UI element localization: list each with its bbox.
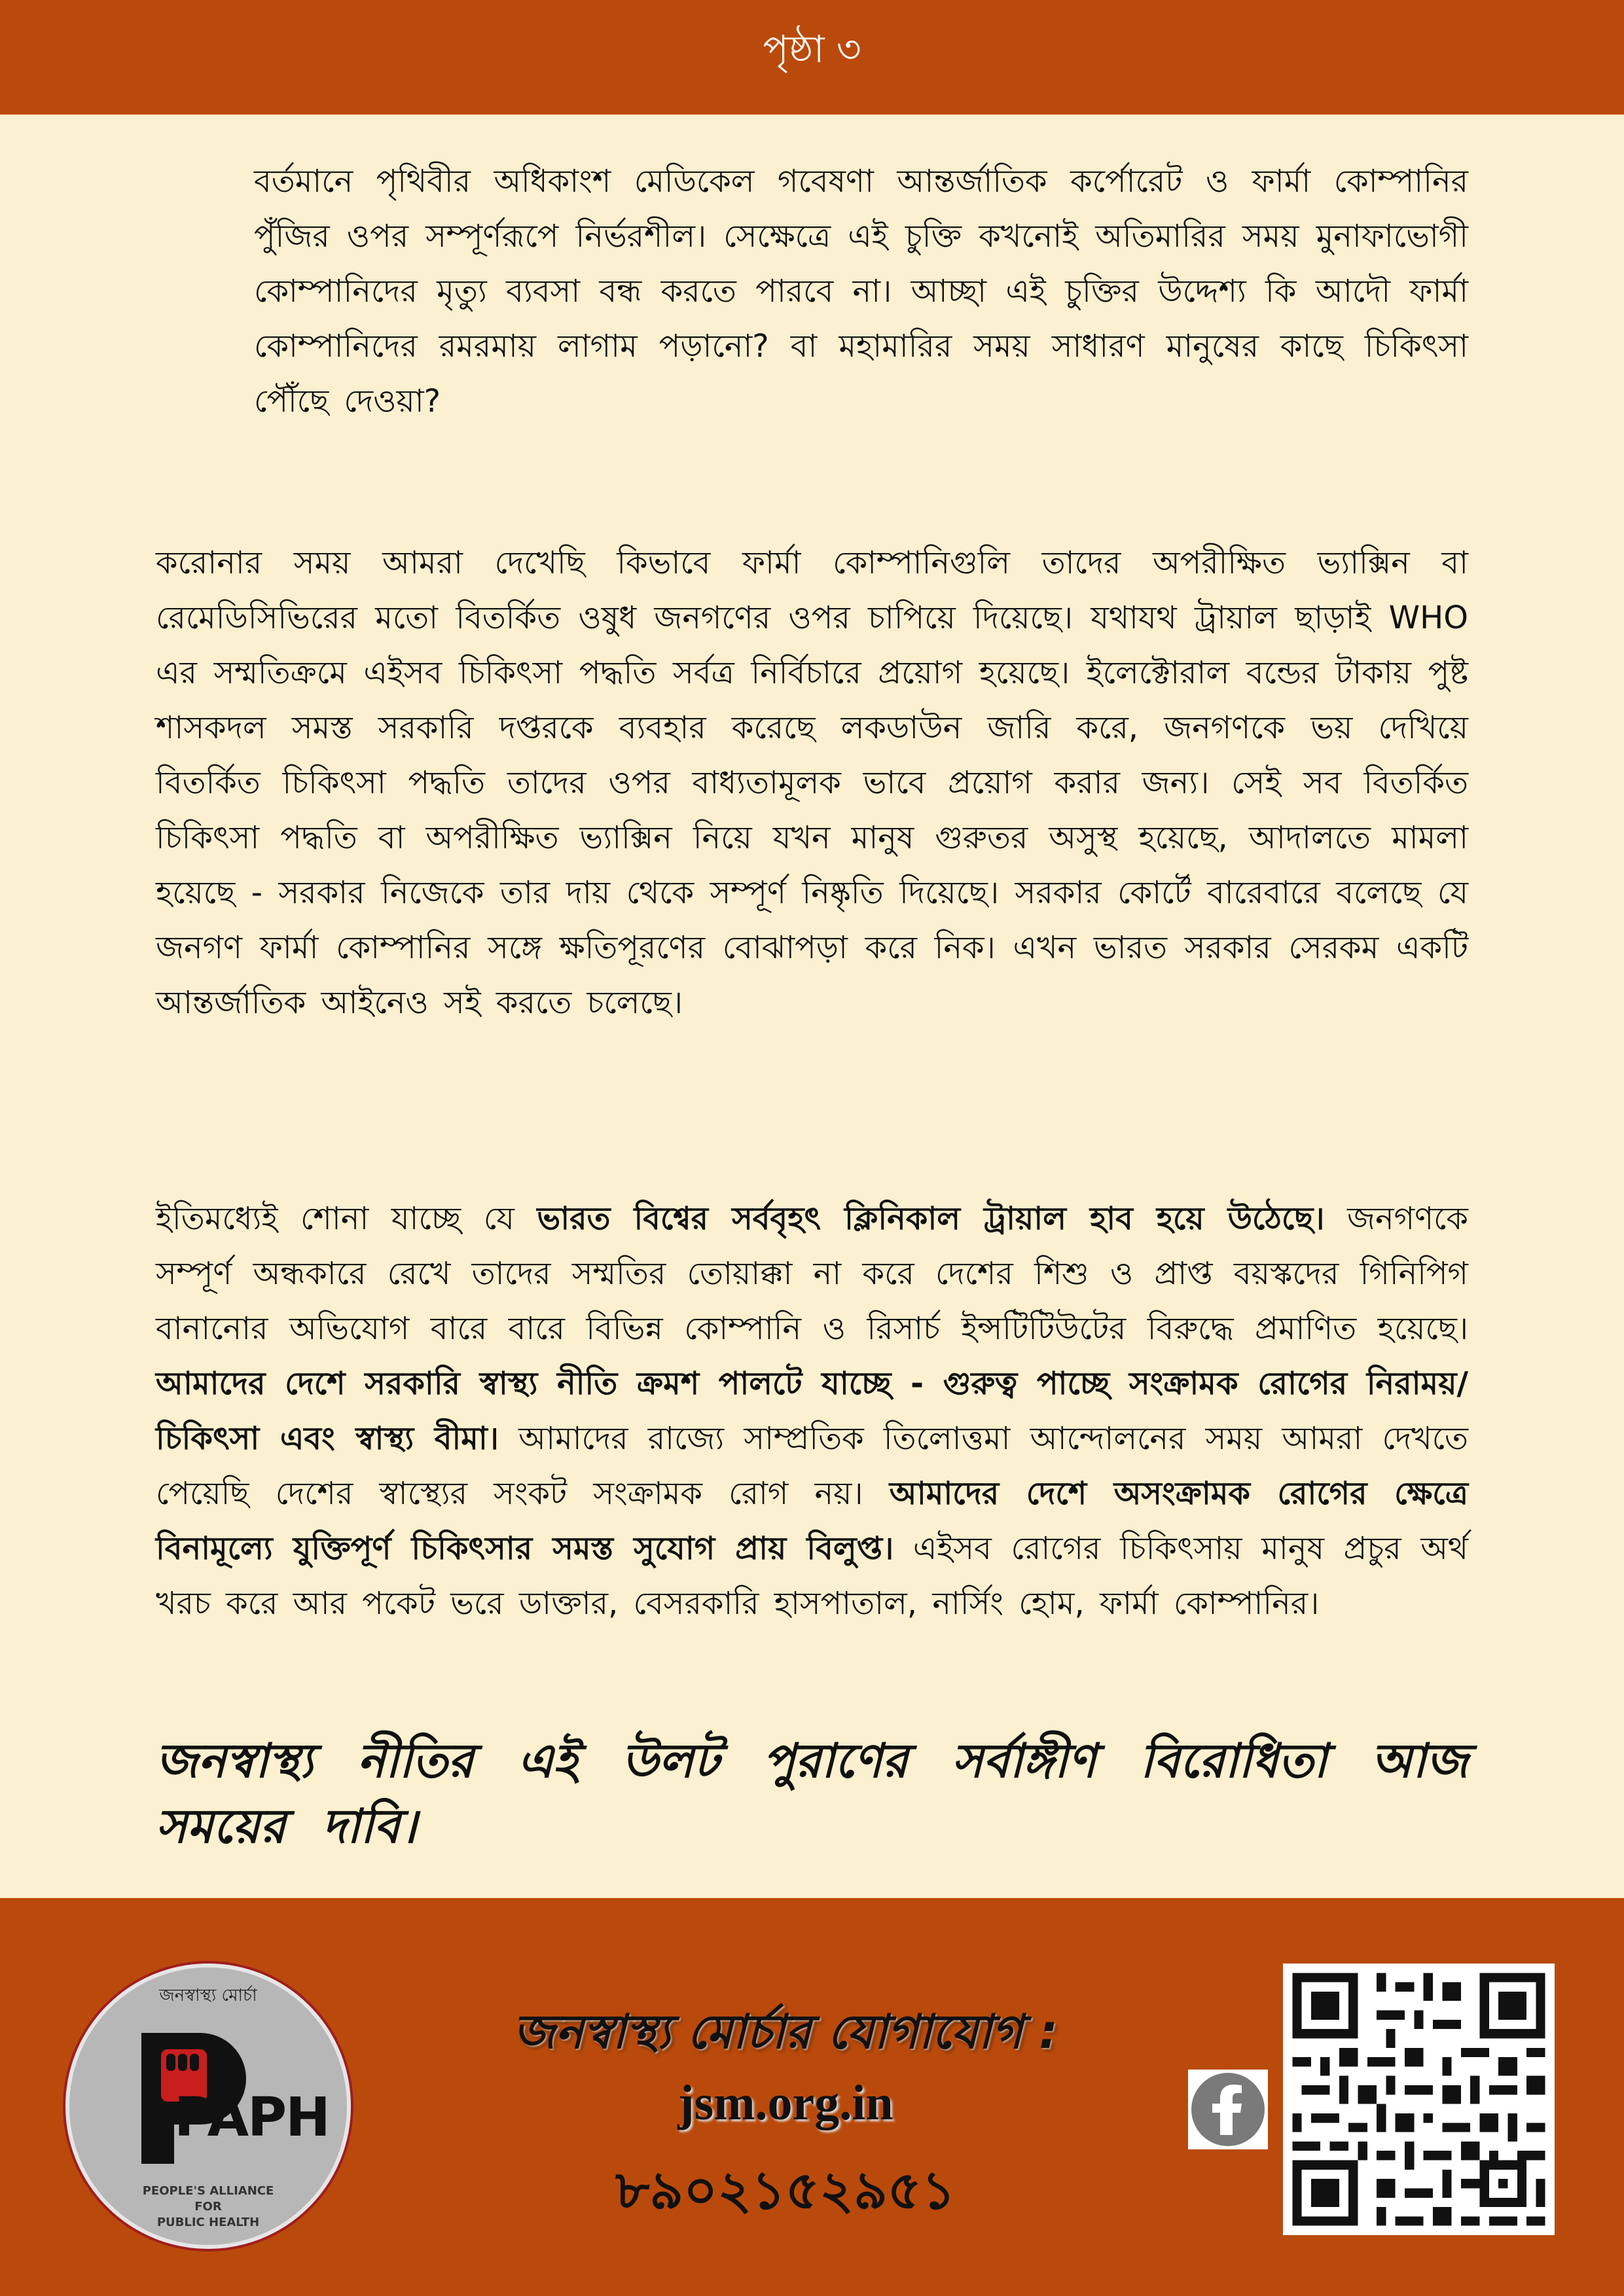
facebook-icon[interactable] xyxy=(1188,2070,1268,2149)
paragraph-3-text: জনগণকে সম্পূর্ণ অন্ধকারে রেখে তাদের সম্মতির তোয়াক্কা না করে দেশের শিশু ও প্রাপ্ত বয়স্কদের গিনিপিগ বানানোর অভিযোগ বারে বারে বিভিন্ন কোম্পানি ও রিসার্চ ইন্সটিটিউটের বিরুদ্ধে প্রমাণিত হয়েছে। xyxy=(156,1200,1468,1347)
paragraph-1: বর্তমানে পৃথিবীর অধিকাংশ মেডিকেল গবেষণা আন্তর্জাতিক কর্পোরেট ও ফার্মা কোম্পানির পুঁজির ওপর সম্পূর্ণরূপে নির্ভরশীল। সেক্ষেত্রে এই চুক্তি কখনোই অতিমারির সময় মুনাফাভোগী কোম্পানিদের মৃত্যু ব্যবসা বন্ধ করতে পারবে না। আচ্ছা এই চুক্তির উদ্দেশ্য কি আদৌ ফার্মা কোম্পানিদের রমরমায় লাগাম পড়ানো? বা মহামারির সময় সাধারণ মানুষের কাছে চিকিৎসা পৌঁছে দেওয়া? xyxy=(254,163,1468,420)
paragraph-3-bold: আমাদের দেশে অসংক্রামক রোগের ক্ষেত্রে বিনামূল্যে যুক্তিপূর্ণ চিকিৎসার সমস্ত সুযোগ প্রায় বিলুপ্ত। xyxy=(156,1475,1468,1567)
paragraph-3-text: ইতিমধ্যেই শোনা যাচ্ছে যে xyxy=(156,1200,537,1237)
paragraph-3-bold: ভারত বিশ্বের সর্ববৃহৎ ক্লিনিকাল ট্রায়াল হাব হয়ে উঠেছে। xyxy=(537,1200,1325,1237)
logo-top-text: জনস্বাস্থ্য মোর্চা xyxy=(159,1986,257,2005)
paragraph-3-text: এইসব রোগের চিকিৎসায় মানুষ প্রচুর অর্থ খরচ করে আর পকেট ভরে ডাক্তার, বেসরকারি হাসপাতাল, নার্সিং হোম, ফার্মা কোম্পানির। xyxy=(156,1530,1468,1622)
website-link[interactable]: jsm.org.in xyxy=(677,2075,893,2130)
paragraph-3-text: আমাদের রাজ্যে সাম্প্রতিক তিলোত্তমা আন্দোলনের সময় আমরা দেখতে পেয়েছি দেশের স্বাস্থ্যের সংকট সংক্রামক রোগ নয়। xyxy=(156,1420,1468,1512)
organization-logo xyxy=(65,1964,351,2249)
contact-heading: জনস্বাস্থ্য মোর্চার যোগাযোগ : xyxy=(513,2004,1058,2059)
closing-slogan: জনস্বাস্থ্য নীতির এই উলট পুরাণের সর্বাঙ্গীণ বিরোধিতা আজ সময়ের দাবি। xyxy=(156,1733,1468,1854)
paragraph-2: করোনার সময় আমরা দেখেছি কিভাবে ফার্মা কোম্পানিগুলি তাদের অপরীক্ষিত ভ্যাক্সিন বা রেমেডিসিভিরের মতো বিতর্কিত ওষুধ জনগণের ওপর চাপিয়ে দিয়েছে। যথাযথ ট্রায়াল ছাড়াই WHO এর সম্মতিক্রমে এইসব চিকিৎসা পদ্ধতি সর্বত্র নির্বিচারে প্রয়োগ হয়েছে। ইলেক্টোরাল বন্ডের টাকায় পুষ্ট শাসকদল সমস্ত সরকারি দপ্তরকে ব্যবহার করেছে লকডাউন জারি করে, জনগণকে ভয় দেখিয়ে বিতর্কিত চিকিৎসা পদ্ধতি তাদের ওপর বাধ্যতামূলক ভাবে প্রয়োগ করার জন্য। সেই সব বিতর্কিত চিকিৎসা পদ্ধতি বা অপরীক্ষিত ভ্যাক্সিন নিয়ে যখন মানুষ গুরুতর অসুস্থ হয়েছে, আদালতে মামলা হয়েছে - সরকার নিজেকে তার দায় থেকে সম্পূর্ণ নিষ্কৃতি দিয়েছে। সরকার কোর্টে বারেবারে বলেছে যে জনগণ ফার্মা কোম্পানির সঙ্গে ক্ষতিপূরণের বোঝাপড়া করে নিক। এখন ভারত সরকার সেরকম একটি আন্তর্জাতিক আইনেও সই করতে চলেছে। xyxy=(156,545,1468,1021)
logo-subtitle xyxy=(69,2183,347,2231)
logo-subtitle-line: PEOPLE'S ALLIANCE xyxy=(142,2184,274,2198)
logo-subtitle-line: FOR xyxy=(194,2200,222,2214)
page-footer xyxy=(0,1898,1624,2296)
page-number: পৃষ্ঠা ৩ xyxy=(763,27,861,71)
logo-mark-text: PAPH xyxy=(174,2087,329,2149)
article-body xyxy=(0,115,1624,1898)
qr-code-icon[interactable] xyxy=(1283,1964,1555,2235)
paragraph-3-bold: আমাদের দেশে সরকারি স্বাস্থ্য নীতি ক্রমশ পালটে যাচ্ছে - গুরুত্ব পাচ্ছে সংক্রামক রোগের নিরাময়/ চিকিৎসা এবং স্বাস্থ্য বীমা। xyxy=(156,1365,1468,1457)
phone-number[interactable]: ৮৯০২১৫২৯৫১ xyxy=(615,2160,956,2221)
logo-subtitle-line: PUBLIC HEALTH xyxy=(156,2215,260,2229)
paragraph-3 xyxy=(156,1191,1468,1631)
page-header xyxy=(0,0,1624,115)
